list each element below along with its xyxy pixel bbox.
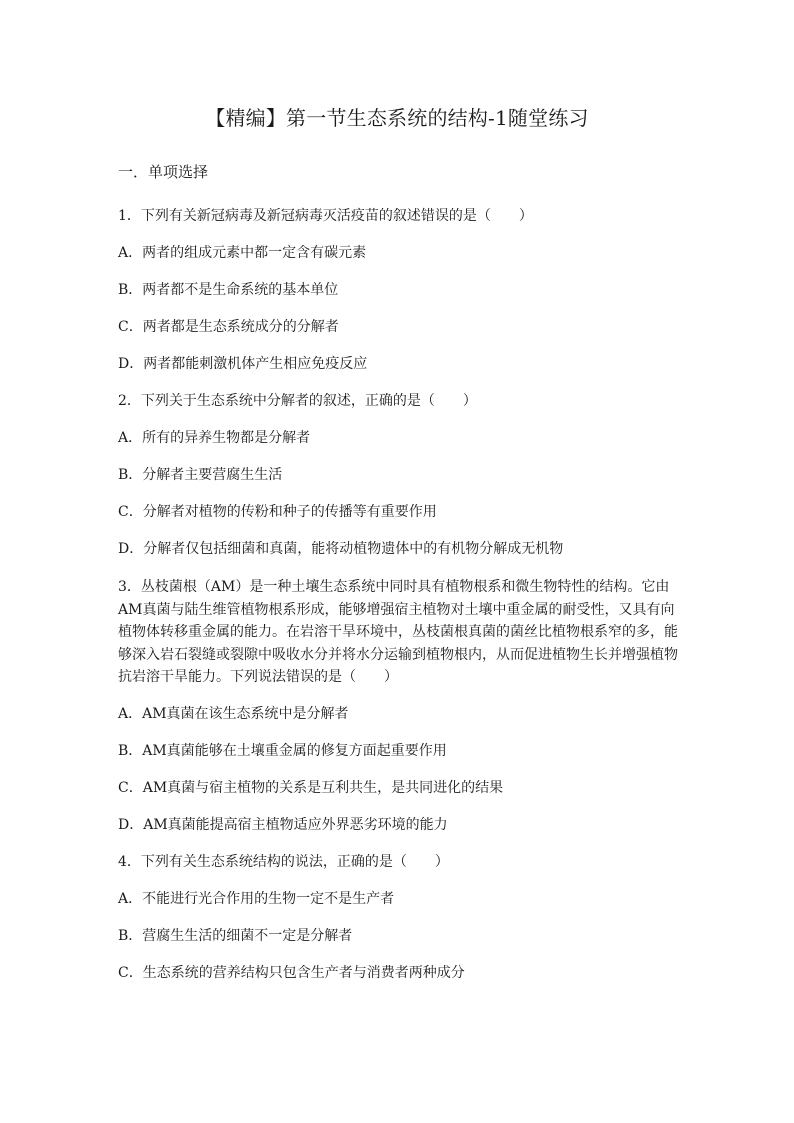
question-4-option-a: A．不能进行光合作用的生物一定不是生产者 — [118, 890, 395, 907]
question-3-stem: 3．丛枝菌根（AM）是一种土壤生态系统中同时具有植物根系和微生物特性的结构。它由AM真菌与陆生维管植物根系形成，能够增强宿主植物对土壤中重金属的耐受性，又具有向植物体转移重金属的能力。在岩溶干旱环境中，丛枝菌根真菌的菌丝比植物根系窄的多，能够深入岩石裂缝或裂隙中吸收水分并将水分运输到植物根内，从而促进植物生长并增强植物抗岩溶干旱能力。下列说法错误的是（ ） — [118, 579, 678, 685]
question-1-option-b: B．两者都不是生命系统的基本单位 — [118, 282, 339, 298]
question-1-option-c: C．两者都是生态系统成分的分解者 — [118, 319, 339, 335]
question-3-option-a: A．AM真菌在该生态系统中是分解者 — [118, 705, 349, 722]
question-2-option-a: A．所有的异养生物都是分解者 — [118, 430, 311, 446]
section-heading: 一．单项选择 — [118, 163, 209, 181]
question-2-stem: 2．下列关于生态系统中分解者的叙述，正确的是（ ） — [118, 393, 477, 409]
question-3-option-c: C．AM真菌与宿主植物的关系是互利共生，是共同进化的结果 — [118, 779, 504, 796]
question-2-option-c: C．分解者对植物的传粉和种子的传播等有重要作用 — [118, 504, 437, 520]
question-1 — [118, 206, 680, 374]
question-3-option-b: B．AM真菌能够在土壤重金属的修复方面起重要作用 — [118, 742, 447, 759]
question-2 — [118, 391, 680, 559]
question-1-option-d: D．两者都能刺激机体产生相应免疫反应 — [118, 356, 368, 372]
question-3-option-d: D．AM真菌能提高宿主植物适应外界恶劣环境的能力 — [118, 816, 448, 833]
question-1-option-a: A．两者的组成元素中都一定含有碳元素 — [118, 245, 367, 261]
question-4-option-b: B．营腐生生活的细菌不一定是分解者 — [118, 927, 353, 944]
question-4 — [118, 852, 680, 983]
question-4-stem: 4．下列有关生态系统结构的说法，正确的是（ ） — [118, 853, 449, 870]
question-2-option-d: D．分解者仅包括细菌和真菌，能将动植物遗体中的有机物分解成无机物 — [118, 541, 564, 557]
question-4-option-c: C．生态系统的营养结构只包含生产者与消费者两种成分 — [118, 964, 465, 981]
question-1-stem: 1．下列有关新冠病毒及新冠病毒灭活疫苗的叙述错误的是（ ） — [118, 208, 533, 224]
question-3 — [118, 576, 680, 835]
question-2-option-b: B．分解者主要营腐生生活 — [118, 467, 283, 483]
document-title: 【精编】第一节生态系统的结构-1随堂练习 — [205, 106, 589, 130]
question-list — [118, 206, 680, 1000]
